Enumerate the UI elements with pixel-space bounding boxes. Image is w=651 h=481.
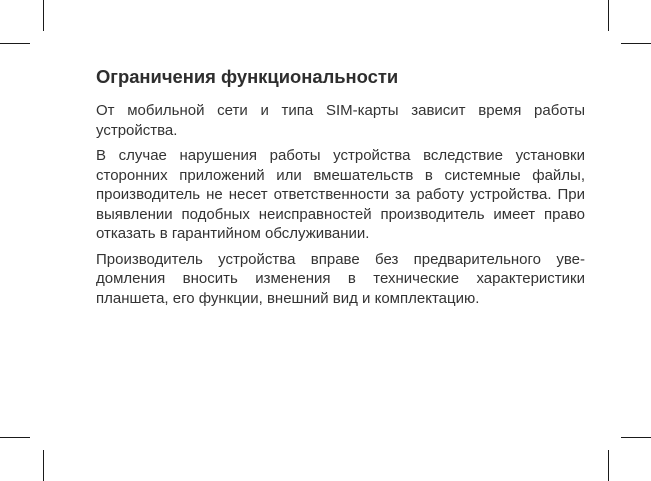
paragraph-battery: От мобильной сети и типа SIM-карты зависит время работы устройства. — [96, 102, 585, 139]
crop-mark-bottom-right-horizontal — [621, 437, 651, 438]
paragraph-warranty: В случае нарушения работы устройства вследствие установки сторонних приложений или вмешательств в системные файлы, производитель не несет ответственности за работу устройства. При выявлении подобных неисправностей производитель имеет право отказать в гарантийном обслуживании. — [96, 147, 585, 242]
crop-mark-bottom-right-vertical — [608, 450, 609, 481]
crop-mark-top-left-horizontal — [0, 43, 30, 44]
document-section — [96, 66, 585, 314]
paragraph-changes: Производитель устройства вправе без предварительного уве-домления вносить изменения в технические характеристики планшета, его функции, внешний вид и комплектацию. — [96, 250, 585, 307]
section-title: Ограничения функциональности — [96, 66, 399, 87]
crop-mark-bottom-left-vertical — [43, 450, 44, 481]
crop-mark-top-left-vertical — [43, 0, 44, 31]
crop-mark-bottom-left-horizontal — [0, 437, 30, 438]
crop-mark-top-right-horizontal — [621, 43, 651, 44]
crop-mark-top-right-vertical — [608, 0, 609, 31]
